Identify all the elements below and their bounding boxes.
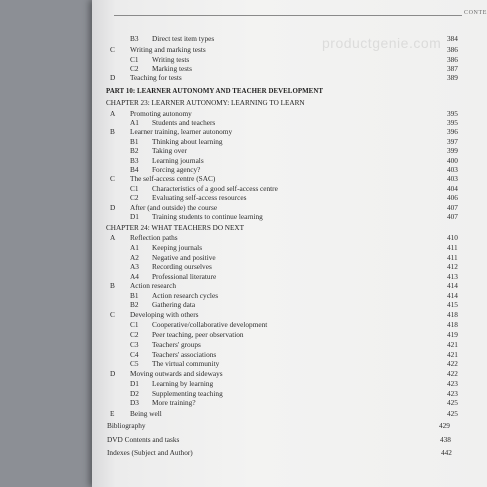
toc-entry-number: A4 bbox=[130, 272, 139, 281]
toc-entry-number: D bbox=[110, 369, 116, 378]
toc-entry-number: A1 bbox=[130, 243, 139, 252]
toc-entry-title: The self-access centre (SAC) bbox=[130, 174, 216, 183]
toc-entry-title: Bibliography bbox=[107, 421, 146, 430]
toc-entry-number: C2 bbox=[130, 64, 139, 73]
chapter-heading: CHAPTER 23: LEARNER AUTONOMY: LEARNING TO LEARN bbox=[106, 99, 305, 107]
toc-entry-title: Writing and marking tests bbox=[130, 45, 206, 54]
toc-entry-page: 415 bbox=[447, 300, 458, 309]
toc-entry-title: Characteristics of a good self-access centre bbox=[152, 184, 278, 193]
toc-entry-title: Gathering data bbox=[152, 300, 196, 309]
toc-entry-title: Being well bbox=[130, 409, 162, 418]
toc-entry-title: Teachers' groups bbox=[152, 340, 201, 349]
toc-entry-page: 425 bbox=[447, 398, 458, 407]
toc-entry-number: B2 bbox=[130, 300, 139, 309]
toc-entry-title: The virtual community bbox=[152, 359, 220, 368]
toc-entry-title: Developing with others bbox=[130, 310, 199, 319]
toc-entry-page: 399 bbox=[447, 146, 458, 155]
toc-entry-title: Writing tests bbox=[152, 55, 190, 64]
toc-entry-page: 403 bbox=[447, 165, 458, 174]
toc-entry-page: 413 bbox=[447, 272, 458, 281]
toc-entry-page: 406 bbox=[447, 193, 458, 202]
toc-entry-number: B bbox=[110, 127, 115, 136]
toc-entry-title: Marking tests bbox=[152, 64, 192, 73]
toc-entry bbox=[92, 420, 487, 431]
toc-entry-number: B3 bbox=[130, 156, 139, 165]
toc-entry-page: 438 bbox=[440, 435, 451, 444]
toc-entry-page: 395 bbox=[447, 118, 458, 127]
toc-entry-page: 411 bbox=[447, 253, 458, 262]
book-page bbox=[92, 0, 487, 487]
toc-entry-title: Promoting autonomy bbox=[130, 109, 192, 118]
toc-entry bbox=[92, 72, 487, 83]
toc-entry bbox=[92, 447, 487, 458]
toc-entry-page: 423 bbox=[447, 379, 458, 388]
toc-entry-number: B1 bbox=[130, 291, 139, 300]
toc-entry-number: A2 bbox=[130, 253, 139, 262]
toc-entry-page: 404 bbox=[447, 184, 458, 193]
toc-entry-page: 414 bbox=[447, 281, 458, 290]
toc-entry-number: C1 bbox=[130, 320, 139, 329]
toc-entry-page: 422 bbox=[447, 359, 458, 368]
toc-entry-number: C1 bbox=[130, 55, 139, 64]
toc-entry-title: Evaluating self-access resources bbox=[152, 193, 247, 202]
toc-entry-number: A bbox=[110, 109, 116, 118]
toc-entry-title: Supplementing teaching bbox=[152, 389, 223, 398]
toc-entry-title: Thinking about learning bbox=[152, 137, 223, 146]
chapter-heading: CHAPTER 24: WHAT TEACHERS DO NEXT bbox=[106, 224, 244, 232]
toc-entry-number: C4 bbox=[130, 350, 139, 359]
toc-entry-number: C3 bbox=[130, 340, 139, 349]
toc-entry-page: 386 bbox=[447, 45, 458, 54]
toc-entry-title: Action research cycles bbox=[152, 291, 219, 300]
toc-entry bbox=[92, 33, 487, 44]
toc-entry-title: More training? bbox=[152, 398, 196, 407]
toc-entry-title: Recording ourselves bbox=[152, 262, 212, 271]
toc-entry-page: 403 bbox=[447, 174, 458, 183]
toc-entry-title: Training students to continue learning bbox=[152, 212, 263, 221]
watermark: productgenie.com bbox=[322, 35, 442, 51]
toc-entry-page: 414 bbox=[447, 291, 458, 300]
toc-entry-title: Peer teaching, peer observation bbox=[152, 330, 244, 339]
toc-entry bbox=[92, 408, 487, 419]
toc-entry-number: A3 bbox=[130, 262, 139, 271]
toc-entry-page: 421 bbox=[447, 350, 458, 359]
toc-entry-number: C2 bbox=[130, 330, 139, 339]
toc-entry-page: 425 bbox=[447, 409, 458, 418]
toc-entry-page: 418 bbox=[447, 310, 458, 319]
toc-entry-title: Learning by learning bbox=[152, 379, 214, 388]
toc-entry-title: Forcing agency? bbox=[152, 165, 201, 174]
toc-entry-number: B3 bbox=[130, 34, 139, 43]
toc-entry-title: Learner training, learner autonomy bbox=[130, 127, 233, 136]
toc-entry-number: B4 bbox=[130, 165, 139, 174]
toc-entry-page: 407 bbox=[447, 212, 458, 221]
toc-entry-page: 422 bbox=[447, 369, 458, 378]
toc-entry-title: Reflection paths bbox=[130, 233, 178, 242]
toc-entry-title: Students and teachers bbox=[152, 118, 216, 127]
toc-entry-number: A bbox=[110, 233, 116, 242]
toc-entry-page: 387 bbox=[447, 64, 458, 73]
toc-entry-page: 423 bbox=[447, 389, 458, 398]
toc-entry-title: Moving outwards and sideways bbox=[130, 369, 223, 378]
toc-entry-number: E bbox=[110, 409, 115, 418]
toc-entry-number: D3 bbox=[130, 398, 139, 407]
toc-entry-page: 397 bbox=[447, 137, 458, 146]
toc-entry-title: Cooperative/collaborative development bbox=[152, 320, 268, 329]
toc-entry-number: D1 bbox=[130, 212, 139, 221]
toc-entry-page: 407 bbox=[447, 203, 458, 212]
toc-entry-title: Professional literature bbox=[152, 272, 217, 281]
toc-entry-page: 410 bbox=[447, 233, 458, 242]
toc-entry-number: A1 bbox=[130, 118, 139, 127]
toc-entry-page: 395 bbox=[447, 109, 458, 118]
toc-entry-number: D1 bbox=[130, 379, 139, 388]
toc-entry-page: 429 bbox=[439, 421, 450, 430]
toc-entry-page: 421 bbox=[447, 340, 458, 349]
toc-entry-number: C1 bbox=[130, 184, 139, 193]
toc-entry-title: Direct test item types bbox=[152, 34, 215, 43]
toc-entry-number: D bbox=[110, 73, 116, 82]
toc-entry-page: 386 bbox=[447, 55, 458, 64]
toc-entry-page: 384 bbox=[447, 34, 458, 43]
toc-entry bbox=[92, 397, 487, 408]
toc-entry-title: Teaching for tests bbox=[130, 73, 182, 82]
toc-entry-page: 411 bbox=[447, 243, 458, 252]
toc-entry-title: Learning journals bbox=[152, 156, 204, 165]
toc-entry-title: Taking over bbox=[152, 146, 187, 155]
toc-entry-page: 442 bbox=[441, 448, 452, 457]
toc-entry-title: Teachers' associations bbox=[152, 350, 217, 359]
toc-entry-number: C bbox=[110, 45, 115, 54]
toc-entry-page: 389 bbox=[447, 73, 458, 82]
toc-entry-page: 418 bbox=[447, 320, 458, 329]
toc-entry bbox=[92, 434, 487, 445]
toc-entry-page: 419 bbox=[447, 330, 458, 339]
toc-entry-number: C2 bbox=[130, 193, 139, 202]
toc-entry-title: Action research bbox=[130, 281, 176, 290]
part-heading: PART 10: LEARNER AUTONOMY AND TEACHER DEVELOPMENT bbox=[106, 88, 323, 95]
toc-entry bbox=[92, 211, 487, 222]
toc-entry-title: Negative and positive bbox=[152, 253, 216, 262]
header-rule bbox=[114, 15, 462, 16]
running-head: CONTE bbox=[464, 10, 487, 16]
toc-entry-page: 396 bbox=[447, 127, 458, 136]
toc-entry-page: 412 bbox=[447, 262, 458, 271]
toc-entry-number: C5 bbox=[130, 359, 139, 368]
toc-entry-title: Indexes (Subject and Author) bbox=[107, 448, 193, 457]
toc-entry-page: 400 bbox=[447, 156, 458, 165]
toc-entry-number: C bbox=[110, 174, 115, 183]
toc-entry-title: After (and outside) the course bbox=[130, 203, 218, 212]
toc-entry-number: B2 bbox=[130, 146, 139, 155]
toc-entry-number: D2 bbox=[130, 389, 139, 398]
toc-entry-title: DVD Contents and tasks bbox=[107, 435, 180, 444]
toc-entry-number: B1 bbox=[130, 137, 139, 146]
toc-entry-title: Keeping journals bbox=[152, 243, 203, 252]
toc-entry-number: C bbox=[110, 310, 115, 319]
toc-entry-number: B bbox=[110, 281, 115, 290]
toc-entry-number: D bbox=[110, 203, 116, 212]
